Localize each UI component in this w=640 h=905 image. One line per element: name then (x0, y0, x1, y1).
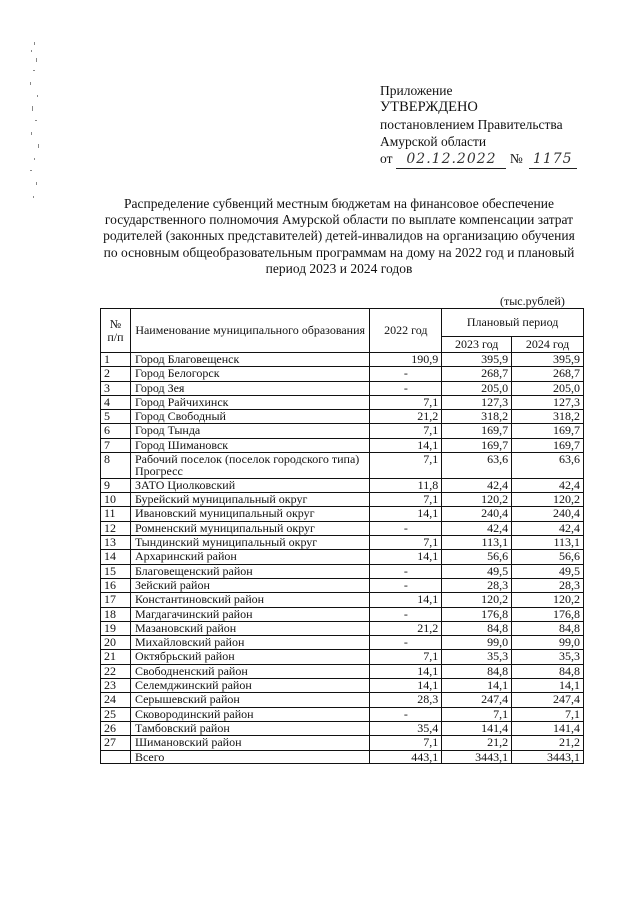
row-2024: 99,0 (512, 636, 584, 650)
table-row (101, 664, 584, 678)
row-index: 16 (101, 578, 131, 592)
approved-label: УТВЕРЖДЕНО (380, 99, 478, 115)
row-municipality: Город Зея (130, 381, 369, 395)
row-index: 24 (101, 693, 131, 707)
row-2024: 268,7 (512, 367, 584, 381)
row-municipality: ЗАТО Циолковский (130, 478, 369, 492)
row-2023: 120,2 (442, 493, 512, 507)
row-2023: 113,1 (442, 536, 512, 550)
row-2022: 7,1 (370, 736, 442, 750)
row-2022: 14,1 (370, 550, 442, 564)
row-2024: 42,4 (512, 478, 584, 492)
row-municipality: Тамбовский район (130, 721, 369, 735)
row-2024: 84,8 (512, 664, 584, 678)
row-2023: 28,3 (442, 578, 512, 592)
header-municipality: Наименование муниципального образования (130, 309, 369, 353)
table-row (101, 367, 584, 381)
table-row (101, 395, 584, 409)
row-index: 12 (101, 521, 131, 535)
row-municipality: Рабочий поселок (поселок городского типа) Прогресс (130, 453, 369, 479)
row-2023: 318,2 (442, 410, 512, 424)
row-2022: 190,9 (370, 353, 442, 367)
table-row (101, 636, 584, 650)
date-prefix: от (380, 151, 393, 166)
row-2023: 120,2 (442, 593, 512, 607)
number-prefix: № (509, 151, 523, 166)
region-line: Амурской области (380, 134, 487, 149)
row-2024: 395,9 (512, 353, 584, 367)
row-index: 8 (101, 453, 131, 479)
row-2023: 21,2 (442, 736, 512, 750)
row-municipality: Город Благовещенск (130, 353, 369, 367)
row-2024: 141,4 (512, 721, 584, 735)
row-2023: 99,0 (442, 636, 512, 650)
row-2022: 14,1 (370, 593, 442, 607)
row-2022: 7,1 (370, 424, 442, 438)
row-municipality: Благовещенский район (130, 564, 369, 578)
table-row (101, 550, 584, 564)
scan-edge-marks (28, 40, 42, 210)
row-2024: 49,5 (512, 564, 584, 578)
row-2024: 120,2 (512, 593, 584, 607)
row-municipality: Город Тында (130, 424, 369, 438)
total-label: Всего (130, 750, 369, 763)
row-2024: 205,0 (512, 381, 584, 395)
handwritten-number: 1175 (529, 151, 577, 169)
row-2024: 14,1 (512, 679, 584, 693)
row-2024: 21,2 (512, 736, 584, 750)
row-index: 26 (101, 721, 131, 735)
table-row (101, 453, 584, 479)
row-2023: 84,8 (442, 621, 512, 635)
row-2023: 42,4 (442, 521, 512, 535)
table-row (101, 621, 584, 635)
row-2024: 318,2 (512, 410, 584, 424)
table-row (101, 693, 584, 707)
row-2022: 14,1 (370, 679, 442, 693)
row-2022: - (370, 521, 442, 535)
row-2023: 127,3 (442, 395, 512, 409)
row-2022: 14,1 (370, 664, 442, 678)
row-2022: - (370, 564, 442, 578)
header-2023: 2023 год (442, 337, 512, 353)
row-2022: 7,1 (370, 650, 442, 664)
row-municipality: Сковородинский район (130, 707, 369, 721)
units-label: (тыс.рублей) (500, 294, 565, 308)
row-2023: 395,9 (442, 353, 512, 367)
row-index: 4 (101, 395, 131, 409)
row-2022: 35,4 (370, 721, 442, 735)
row-municipality: Город Свободный (130, 410, 369, 424)
row-2022: - (370, 381, 442, 395)
row-2023: 240,4 (442, 507, 512, 521)
row-2023: 141,4 (442, 721, 512, 735)
row-index: 17 (101, 593, 131, 607)
row-2022: 7,1 (370, 493, 442, 507)
header-2024: 2024 год (512, 337, 584, 353)
table-row (101, 607, 584, 621)
total-2023: 3443,1 (442, 750, 512, 763)
row-2023: 56,6 (442, 550, 512, 564)
table-row (101, 578, 584, 592)
row-municipality: Город Шимановск (130, 438, 369, 452)
table-row (101, 679, 584, 693)
table-row (101, 438, 584, 452)
row-index: 23 (101, 679, 131, 693)
row-municipality: Константиновский район (130, 593, 369, 607)
row-2023: 14,1 (442, 679, 512, 693)
table-row (101, 507, 584, 521)
row-2023: 49,5 (442, 564, 512, 578)
row-2022: 7,1 (370, 536, 442, 550)
row-municipality: Селемджинский район (130, 679, 369, 693)
row-2024: 176,8 (512, 607, 584, 621)
row-2024: 113,1 (512, 536, 584, 550)
row-index: 7 (101, 438, 131, 452)
row-municipality: Зейский район (130, 578, 369, 592)
row-2023: 169,7 (442, 438, 512, 452)
row-index: 14 (101, 550, 131, 564)
header-2022: 2022 год (370, 309, 442, 353)
total-2024: 3443,1 (512, 750, 584, 763)
row-municipality: Серышевский район (130, 693, 369, 707)
row-index: 2 (101, 367, 131, 381)
document-title: Распределение субвенций местным бюджетам на финансовое обеспечение государственного полномочия Амурской области по выплате компенсации затрат родителей (законных представителей) детей-инвалидов на организацию обучения по основным общеобразовательным программам на дому на 2022 год и плановый период 2023 и 2024 годов (103, 196, 575, 276)
appendix-label: Приложение (380, 83, 453, 98)
row-2022: - (370, 367, 442, 381)
row-index: 13 (101, 536, 131, 550)
row-2024: 169,7 (512, 438, 584, 452)
handwritten-date: 02.12.2022 (396, 151, 506, 169)
approved-by-line: постановлением Правительства (380, 117, 563, 132)
table-row (101, 353, 584, 367)
row-2022: - (370, 636, 442, 650)
table-row (101, 593, 584, 607)
date-number-line (380, 150, 620, 169)
row-municipality: Ивановский муниципальный округ (130, 507, 369, 521)
row-2024: 120,2 (512, 493, 584, 507)
total-2022: 443,1 (370, 750, 442, 763)
approval-block (380, 82, 620, 169)
table-row (101, 650, 584, 664)
row-municipality: Шимановский район (130, 736, 369, 750)
header-plan-period: Плановый период (442, 309, 584, 337)
table-row (101, 536, 584, 550)
row-index: 18 (101, 607, 131, 621)
row-2024: 42,4 (512, 521, 584, 535)
row-index: 20 (101, 636, 131, 650)
row-municipality: Архаринский район (130, 550, 369, 564)
table-row (101, 410, 584, 424)
row-index: 1 (101, 353, 131, 367)
row-2023: 84,8 (442, 664, 512, 678)
row-index: 9 (101, 478, 131, 492)
row-2023: 42,4 (442, 478, 512, 492)
row-2023: 35,3 (442, 650, 512, 664)
row-2022: 7,1 (370, 453, 442, 479)
row-municipality: Свободненский район (130, 664, 369, 678)
row-2023: 176,8 (442, 607, 512, 621)
row-municipality: Город Белогорск (130, 367, 369, 381)
row-index: 19 (101, 621, 131, 635)
table-row (101, 564, 584, 578)
row-index: 27 (101, 736, 131, 750)
row-2023: 268,7 (442, 367, 512, 381)
row-2024: 247,4 (512, 693, 584, 707)
row-2022: 21,2 (370, 410, 442, 424)
table-row (101, 521, 584, 535)
row-2024: 63,6 (512, 453, 584, 479)
row-index: 21 (101, 650, 131, 664)
row-2024: 169,7 (512, 424, 584, 438)
row-2023: 63,6 (442, 453, 512, 479)
table-row (101, 381, 584, 395)
row-municipality: Ромненский муниципальный округ (130, 521, 369, 535)
row-index: 10 (101, 493, 131, 507)
row-index: 5 (101, 410, 131, 424)
row-municipality: Город Райчихинск (130, 395, 369, 409)
row-2022: - (370, 707, 442, 721)
row-2024: 28,3 (512, 578, 584, 592)
row-2023: 247,4 (442, 693, 512, 707)
row-municipality: Октябрьский район (130, 650, 369, 664)
row-2022: 21,2 (370, 621, 442, 635)
row-2022: 7,1 (370, 395, 442, 409)
row-2023: 205,0 (442, 381, 512, 395)
row-index: 6 (101, 424, 131, 438)
table-row (101, 721, 584, 735)
total-row (101, 750, 584, 763)
table-row (101, 707, 584, 721)
total-index (101, 750, 131, 763)
row-2022: 14,1 (370, 507, 442, 521)
row-municipality: Бурейский муниципальный округ (130, 493, 369, 507)
row-2022: 28,3 (370, 693, 442, 707)
row-2024: 7,1 (512, 707, 584, 721)
row-index: 11 (101, 507, 131, 521)
row-2022: - (370, 607, 442, 621)
header-number: № п/п (101, 309, 131, 353)
row-2024: 56,6 (512, 550, 584, 564)
table-row (101, 493, 584, 507)
table-row (101, 478, 584, 492)
row-2024: 127,3 (512, 395, 584, 409)
row-index: 15 (101, 564, 131, 578)
table-row (101, 736, 584, 750)
row-municipality: Мазановский район (130, 621, 369, 635)
row-2023: 7,1 (442, 707, 512, 721)
row-2024: 35,3 (512, 650, 584, 664)
row-index: 3 (101, 381, 131, 395)
row-2023: 169,7 (442, 424, 512, 438)
row-2022: 14,1 (370, 438, 442, 452)
row-municipality: Михайловский район (130, 636, 369, 650)
row-2024: 84,8 (512, 621, 584, 635)
distribution-table (100, 308, 584, 764)
table-row (101, 424, 584, 438)
row-municipality: Тындинский муниципальный округ (130, 536, 369, 550)
row-index: 22 (101, 664, 131, 678)
row-2024: 240,4 (512, 507, 584, 521)
row-2022: - (370, 578, 442, 592)
row-2022: 11,8 (370, 478, 442, 492)
row-municipality: Магдагачинский район (130, 607, 369, 621)
row-index: 25 (101, 707, 131, 721)
